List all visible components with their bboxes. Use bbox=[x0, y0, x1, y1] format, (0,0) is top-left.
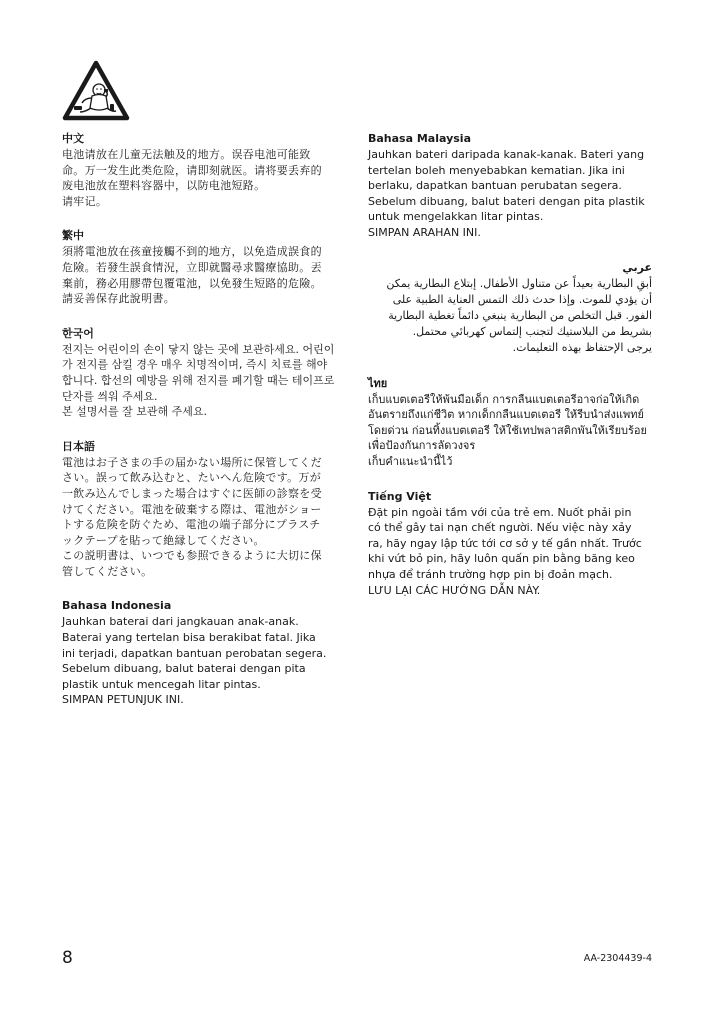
section-vietnamese bbox=[368, 489, 652, 599]
section-title: Tiếng Việt bbox=[368, 489, 432, 503]
section-japanese bbox=[62, 439, 350, 580]
section-title: 한국어 bbox=[62, 326, 94, 340]
section-title: Bahasa Malaysia bbox=[368, 132, 471, 145]
child-warning-triangle-icon bbox=[62, 60, 130, 122]
section-bahasa-indonesia bbox=[62, 598, 350, 708]
section-arabic bbox=[368, 260, 652, 357]
section-body: Jauhkan baterai dari jangkauan anak-anak. Baterai yang tertelan bisa berakibat fatal. Jika ini terjadi, dapatkan bantuan perobatan segera. Sebelum dibuang, balut baterai dengan pita plastik untuk mencegah litar pintas. SIMPAN PETUNJUK INI. bbox=[62, 615, 327, 707]
section-chinese-simplified bbox=[62, 131, 350, 209]
section-body: 電池はお子さまの手の届かない場所に保管してくだ さい。誤って飲み込むと、たいへん危険です。万が 一飲み込んでしまった場合はすぐに医師の診察を受 けてください。電池を破棄する際は、電池がショー トする危険を防ぐため、電池の端子部分にプラスチ ックテープを貼って絶縁してください。 この説明書は、いつでも参照できるように大切に保 管してください。 bbox=[62, 455, 322, 578]
section-body: 전지는 어린이의 손이 닿지 않는 곳에 보관하세요. 어린이 가 전지를 삼킬 경우 매우 치명적이며, 즉시 치료를 해야 합니다. 합선의 예방을 위해 전지를 폐기할 때는 테이프로 단자를 씌워 주세요. 본 설명서를 잘 보관해 주세요. bbox=[62, 342, 335, 419]
section-body: Đặt pin ngoài tầm với của trẻ em. Nuốt phải pin có thể gây tai nạn chết người. Nếu việc này xảy ra, hãy ngay lập tức tới cơ sở y tế gần nhất. Trước khi vứt bỏ pin, hãy luôn quấn pin bằng băng keo nhựa để tránh trường hợp pin bị đoản mạch. LƯU LẠI CÁC HƯỚNG DẪN NÀY. bbox=[368, 505, 642, 597]
section-body: 电池请放在儿童无法触及的地方。误吞电池可能致 命。万一发生此类危险，请即刻就医。请将要丢弃的 废电池放在塑料容器中，以防电池短路。 请牢记。 bbox=[62, 148, 322, 208]
left-column bbox=[62, 131, 350, 727]
page-number: 8 bbox=[62, 948, 73, 968]
section-title: عربي bbox=[622, 260, 652, 274]
section-title: Bahasa Indonesia bbox=[62, 599, 172, 613]
section-thai bbox=[368, 376, 652, 470]
section-bahasa-malaysia bbox=[368, 131, 652, 241]
section-body: Jauhkan bateri daripada kanak-kanak. Bateri yang tertelan boleh menyebabkan kematian. Jika ini berlaku, dapatkan bantuan perubatan segera. Sebelum dibuang, balut bateri dengan pita plastik untuk mengelakkan litar pintas. SIMPAN ARAHAN INI. bbox=[368, 148, 645, 239]
section-title: 繁中 bbox=[62, 229, 84, 243]
section-title: 日本語 bbox=[62, 439, 95, 453]
section-body: أبقِ البطارية بعيداً عن متناول الأطفال. إبتلاع البطارية يمكن أن يؤدي للموت. وإذا حدث ذلك التمس العناية الطبية على الفور. قبل التخلص من البطارية ينبغي دائماً تغطية البطارية بشريط من البلاستيك لتجنب إلتماس كهربائي محتمل. يرجى الإحتفاظ بهذه التعليمات. bbox=[386, 276, 652, 355]
section-title: 中文 bbox=[62, 132, 84, 145]
section-body: 須將電池放在孩童接觸不到的地方，以免造成誤食的 危險。若發生誤食情況，立即就醫尋求醫療協助。丟 棄前，務必用膠帶包覆電池，以免發生短路的危險。 請妥善保存此說明書。 bbox=[62, 245, 322, 306]
document-code: AA-2304439-4 bbox=[583, 953, 652, 964]
section-chinese-traditional bbox=[62, 228, 350, 306]
section-title: ไทย bbox=[368, 376, 388, 390]
right-column bbox=[368, 131, 652, 617]
section-korean bbox=[62, 326, 350, 420]
section-body: เก็บแบตเตอรีให้พ้นมือเด็ก การกลืนแบตเตอรีอาจก่อให้เกิด อันตรายถึงแก่ชีวิต หากเด็กกลืนแบตเตอรี ให้รีบนำส่งแพทย์ โดยด่วน ก่อนทิ้งแบตเตอรี ให้ใช้เทปพลาสติกพันให้เรียบร้อย เพื่อป้องกันการลัดวงจร เก็บคำแนะนำนี้ไว้ bbox=[368, 392, 647, 468]
